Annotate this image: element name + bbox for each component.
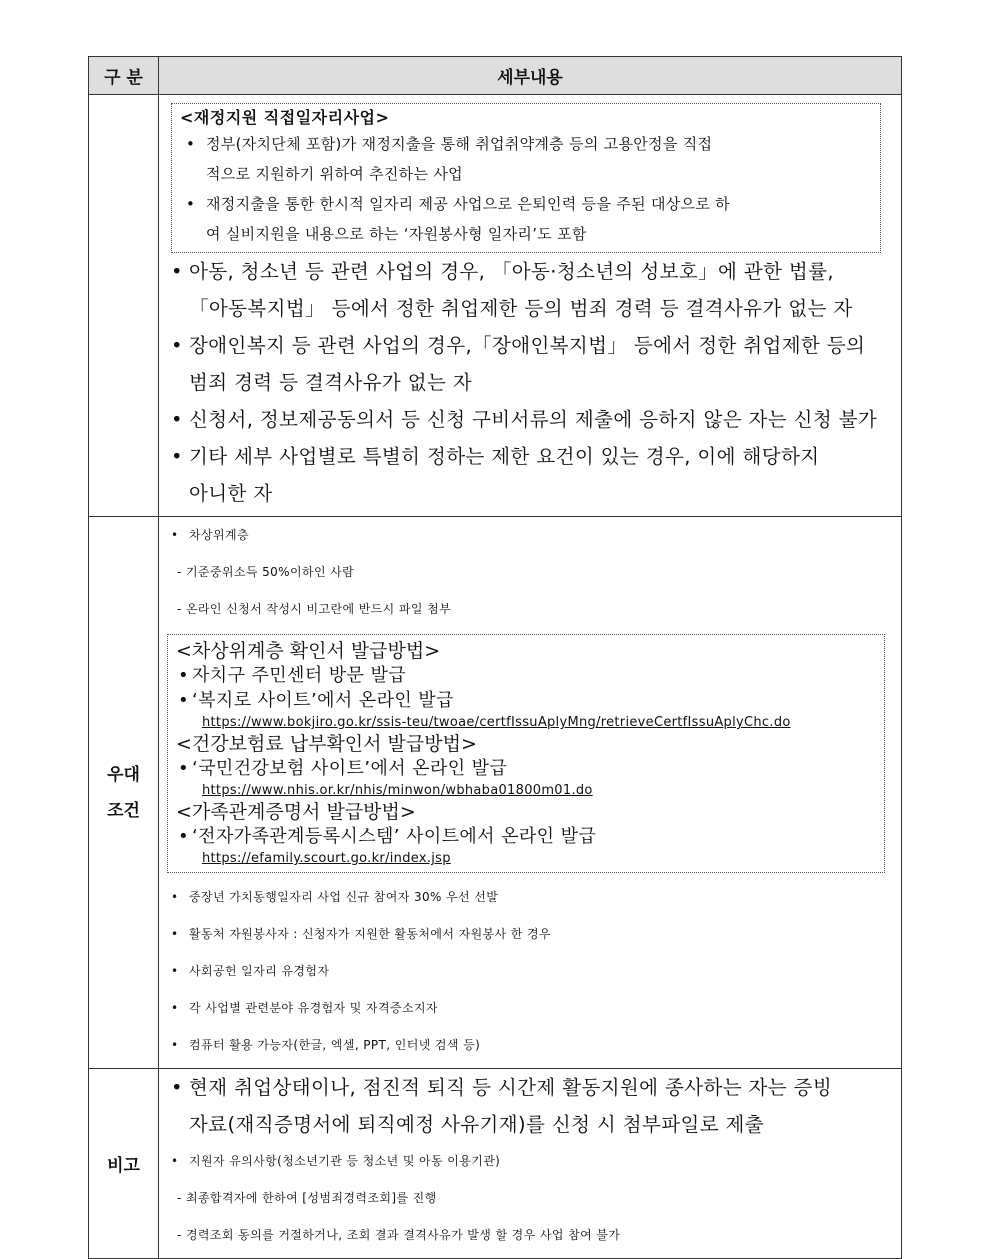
eligibility-content xyxy=(159,95,902,517)
box-bullet: • ‘국민건강보험 사이트’에서 온라인 발급 xyxy=(176,756,876,781)
document-issuance-box xyxy=(167,634,885,873)
box-bullet-line: 적으로 지원하기 위하여 추진하는 사업 xyxy=(206,165,463,183)
list-item xyxy=(167,1069,893,1143)
nhis-link[interactable]: https://www.nhis.or.kr/nhis/minwon/wbhaba01800m01.do xyxy=(202,783,593,798)
sub-item: - 최종합격자에 한하여 [성범죄경력조회]를 진행 xyxy=(177,1191,437,1205)
preference-content xyxy=(159,517,902,1069)
sub-item: - 기준중위소득 50%이하인 사람 xyxy=(177,565,355,579)
box-bullet: • 자치구 주민센터 방문 발급 xyxy=(176,663,876,688)
list-item-line: • 현재 취업상태이나, 점진적 퇴직 등 시간제 활동지원에 종사하는 자는 증빙 xyxy=(189,1076,833,1099)
row-label-preference xyxy=(89,517,159,1069)
bokjiro-link[interactable]: https://www.bokjiro.go.kr/ssis-teu/twoae/certfIssuAplyMng/retrieveCertfIssuAplyChc.do xyxy=(202,715,791,730)
list-item-line: • 아동, 청소년 등 관련 사업의 경우, 「아동·청소년의 성보호」에 관한 법률, xyxy=(189,260,834,283)
box-bullet-line: • 재정지출을 통한 한시적 일자리 제공 사업으로 은퇴인력 등을 주된 대상으로 하 xyxy=(206,195,730,213)
requirements-table xyxy=(88,56,902,1259)
row-label-empty xyxy=(89,95,159,517)
box-bullet xyxy=(180,189,872,249)
box-title: <재정지원 직접일자리사업> xyxy=(180,108,390,127)
table-row-notes xyxy=(89,1069,902,1259)
box-bullet-line: 여 실비지원을 내용으로 하는 ‘자원봉사형 일자리’도 포함 xyxy=(206,225,587,243)
list-item: • 지원자 유의사항(청소년기관 등 청소년 및 아동 이용기관) xyxy=(167,1143,893,1180)
list-item: • 중장년 가치동행일자리 사업 신규 참여자 30% 우선 선발 xyxy=(167,879,893,916)
table-row-preference xyxy=(89,517,902,1069)
list-item: • 활동처 자원봉사자 : 신청자가 지원한 활동처에서 자원봉사 한 경우 xyxy=(167,916,893,953)
header-category: 구 분 xyxy=(89,57,159,95)
box-bullet xyxy=(180,129,872,189)
list-item xyxy=(167,401,893,438)
list-item xyxy=(167,253,893,327)
direct-job-program-box xyxy=(171,103,881,253)
box-bullet-line: • 정부(자치단체 포함)가 재정지출을 통해 취업취약계층 등의 고용안정을 직접 xyxy=(206,135,713,153)
list-item-line: 「아동복지법」 등에서 정한 취업제한 등의 범죄 경력 등 결격사유가 없는 자 xyxy=(189,297,853,320)
efamily-link[interactable]: https://efamily.scourt.go.kr/index.jsp xyxy=(202,851,451,866)
table-header-row xyxy=(89,57,902,95)
box-heading: <차상위계층 확인서 발급방법> xyxy=(176,640,441,662)
row-label-line: 조건 xyxy=(107,800,140,821)
sub-item: - 경력조회 동의를 거절하거나, 조회 결과 결격사유가 발생 할 경우 사업 참여 불가 xyxy=(177,1228,621,1242)
header-details: 세부내용 xyxy=(159,57,902,95)
list-item-line: • 신청서, 정보제공동의서 등 신청 구비서류의 제출에 응하지 않은 자는 신청 불가 xyxy=(189,408,878,431)
box-bullet: • ‘전자가족관계등록시스템’ 사이트에서 온라인 발급 xyxy=(176,824,876,849)
box-heading: <가족관계증명서 발급방법> xyxy=(176,801,416,823)
list-item: • 각 사업별 관련분야 유경험자 및 자격증소지자 xyxy=(167,990,893,1027)
list-item: • 컴퓨터 활용 가능자(한글, 엑셀, PPT, 인터넷 검색 등) xyxy=(167,1027,893,1064)
notes-content xyxy=(159,1069,902,1259)
list-item xyxy=(167,327,893,401)
list-item-line: 아니한 자 xyxy=(189,482,273,505)
list-item: • 사회공헌 일자리 유경험자 xyxy=(167,953,893,990)
list-item-line: 자료(재직증명서에 퇴직예정 사유기재)를 신청 시 첨부파일로 제출 xyxy=(189,1113,765,1136)
row-label-notes: 비고 xyxy=(89,1069,159,1259)
row-label-line: 우대 xyxy=(107,764,140,785)
table-row-eligibility xyxy=(89,95,902,517)
box-heading: <건강보험료 납부확인서 발급방법> xyxy=(176,733,477,755)
list-item-line: • 기타 세부 사업별로 특별히 정하는 제한 요건이 있는 경우, 이에 해당하지 xyxy=(189,445,820,468)
list-item xyxy=(167,438,893,512)
list-item-line: 범죄 경력 등 결격사유가 없는 자 xyxy=(189,371,473,394)
sub-item: - 온라인 신청서 작성시 비고란에 반드시 파일 첨부 xyxy=(177,602,452,616)
box-bullet: • ‘복지로 사이트’에서 온라인 발급 xyxy=(176,688,876,713)
list-item-line: • 장애인복지 등 관련 사업의 경우,「장애인복지법」 등에서 정한 취업제한 등의 xyxy=(189,334,866,357)
list-item: • 차상위계층 xyxy=(167,517,893,554)
